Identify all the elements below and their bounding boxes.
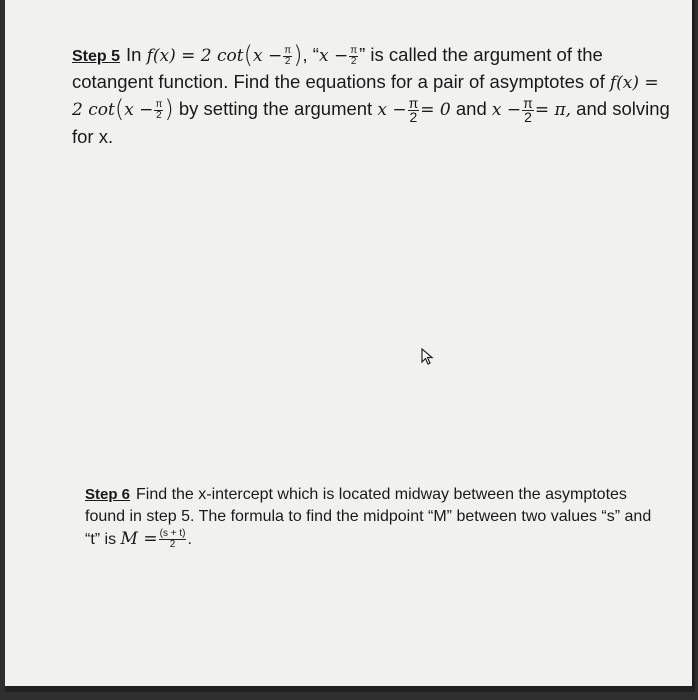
arg-x-minus: x − [252, 46, 283, 66]
midpoint-denominator: 2 [169, 539, 176, 551]
pi-over-2-fraction [154, 100, 163, 121]
midpoint-fraction [159, 529, 187, 550]
mouse-cursor-icon [421, 348, 435, 366]
open-paren-icon: ( [114, 95, 125, 123]
midpoint-numerator: (s + t) [159, 528, 186, 540]
step-5-text-2: , “ [302, 44, 319, 65]
fraction-numerator: π [155, 98, 163, 110]
function-ref: f(x) = [609, 73, 659, 93]
step-5-text-3: ” is called the argument of the cotangent function. Find the equations for a pair of asymptotes of [72, 44, 610, 92]
arg-x-minus: x − [124, 100, 154, 120]
equation-2-rhs: = π, [534, 100, 572, 120]
step-6-end: . [187, 531, 192, 548]
fraction-numerator: π [523, 94, 533, 111]
close-paren-icon: ) [164, 95, 174, 123]
two-cot: 2 cot [72, 100, 115, 120]
function-def: f(x) = 2 cot [146, 46, 244, 66]
fraction-denominator: 2 [350, 55, 357, 67]
equation-2-lhs: x − [491, 100, 522, 120]
step-5-label: Step 5 [72, 48, 121, 65]
fraction-numerator: π [350, 44, 358, 56]
step-5-paragraph [72, 42, 672, 149]
step-6-label: Step 6 [85, 486, 131, 503]
fraction-denominator: 2 [156, 109, 162, 121]
midpoint-m: M = [120, 529, 158, 549]
fraction-denominator: 2 [284, 55, 291, 67]
equation-1-rhs: = 0 [420, 100, 451, 120]
step-5-text-5: and solving for x. [72, 98, 670, 147]
close-paren-icon: ) [293, 41, 303, 69]
fraction-numerator: π [284, 44, 292, 56]
pi-over-2-fraction [522, 94, 534, 125]
fraction-numerator: π [408, 94, 419, 111]
pi-over-2-fraction [349, 46, 358, 67]
pi-over-2-fraction [283, 46, 292, 67]
open-paren-icon: ( [243, 41, 253, 69]
fraction-denominator: 2 [524, 108, 532, 125]
equation-1-lhs: x − [377, 100, 407, 120]
fraction-denominator: 2 [409, 108, 418, 125]
step-5-text-4: by setting the argument [173, 98, 378, 119]
step-6-paragraph [85, 484, 665, 551]
and-word: and [450, 98, 492, 119]
argument-expression: x − [318, 46, 349, 66]
step-5-text-1: In [126, 44, 147, 65]
pi-over-2-fraction [408, 94, 420, 125]
step-6-text: Find the x-intercept which is located midway between the asymptotes found in step 5. The formula to find the midpoint “M” between two values “s” and “t” is [85, 486, 652, 548]
document-page [5, 0, 695, 692]
